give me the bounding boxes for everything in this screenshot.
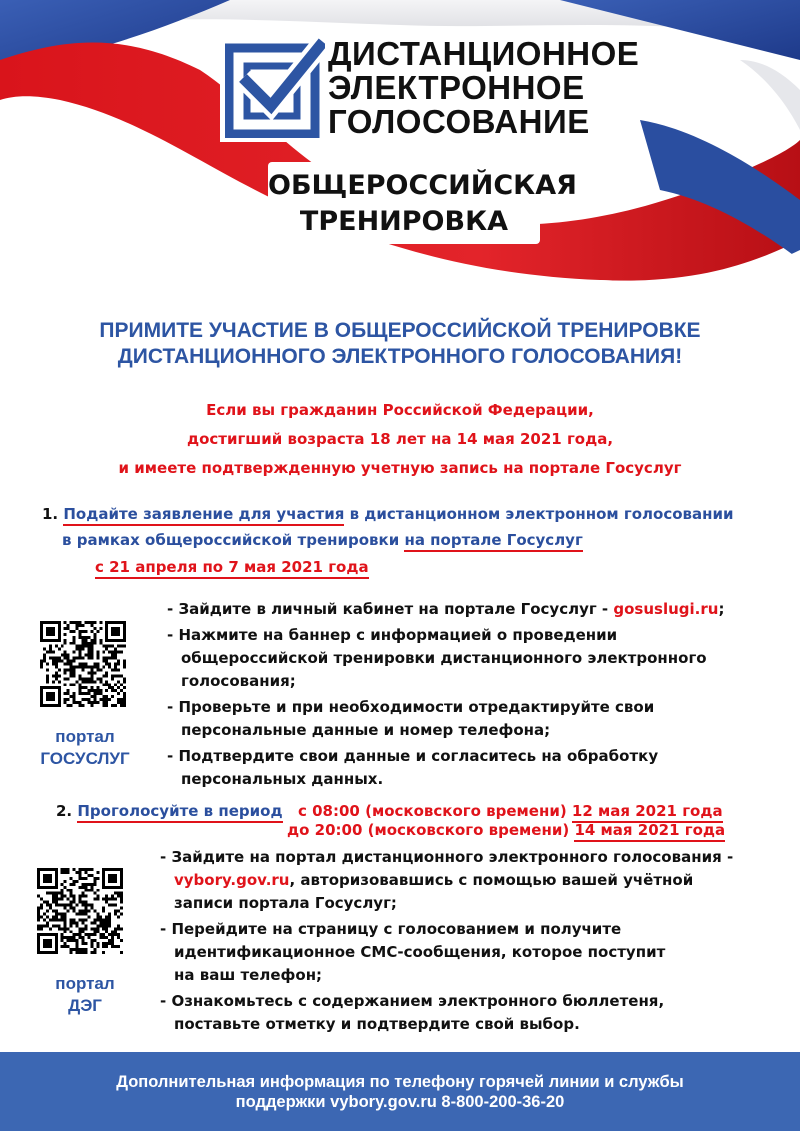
step2-item-3 [160, 990, 733, 1036]
step2-item-3-line-1: - Ознакомьтесь с содержанием электронного бюллетеня, [160, 992, 665, 1010]
step1-line-2 [62, 530, 583, 550]
step2-to-time: до 20:00 (московского времени) [287, 821, 575, 839]
eligibility-text [0, 396, 800, 483]
gosuslugi-label-line-2: ГОСУСЛУГ [40, 749, 130, 768]
step2-item-3-line-2: поставьте отметку и подтвердите свой выбор. [174, 1015, 580, 1033]
deg-portal-label [30, 973, 140, 1017]
step2-from [298, 801, 723, 821]
step1-dates [95, 557, 369, 577]
step2-from-time: с 08:00 (московского времени) [298, 802, 572, 820]
gosuslugi-qr-code[interactable] [40, 621, 126, 707]
step1-item-1 [167, 598, 724, 621]
step1-number: 1. [42, 505, 59, 523]
step2-item-1-line-1: - Зайдите на портал дистанционного электронного голосования - [160, 848, 734, 866]
eligibility-line-3: и имеете подтвержденную учетную запись на портале Госуслуг [118, 459, 682, 477]
grey-ribbon-right [740, 60, 800, 130]
training-line-1: ОБЩЕРОССИЙСКАЯ [268, 170, 577, 201]
footer-line-1: Дополнительная информация по телефону горячей линии и службы [116, 1073, 684, 1091]
step1-item-2-line-2: общероссийской тренировки дистанционного электронного [181, 649, 707, 667]
step1-text-b: в дистанционном электронном голосовании [344, 505, 734, 523]
step2-item-2-line-2: идентификационное СМС-сообщения, которое поступит [174, 943, 666, 961]
step2-item-2-line-3: на ваш телефон; [174, 966, 323, 984]
main-headline [0, 318, 800, 370]
step2-item-2-line-1: - Перейдите на страницу с голосованием и получите [160, 920, 622, 938]
gosuslugi-label-line-1: портал [55, 727, 115, 746]
footer-line-2: поддержки vybory.gov.ru 8-800-200-36-20 [235, 1093, 565, 1111]
step1-item-2-line-1: - Нажмите на баннер с информацией о проведении [167, 626, 618, 644]
step2-to-date: 14 мая 2021 года [574, 821, 725, 842]
headline-line-1: ПРИМИТЕ УЧАСТИЕ В ОБЩЕРОССИЙСКОЙ ТРЕНИРОВКЕ [99, 319, 701, 342]
step2-from-date: 12 мая 2021 года [572, 802, 723, 823]
gosuslugi-link[interactable]: gosuslugi.ru [613, 600, 719, 618]
step1-item-4 [167, 745, 724, 791]
logo-line-2: ЭЛЕКТРОННОЕ [328, 69, 585, 106]
step1-item-1-end: ; [718, 600, 725, 618]
step2-item-2 [160, 918, 733, 987]
step2-to [287, 820, 725, 840]
headline-line-2: ДИСТАНЦИОННОГО ЭЛЕКТРОННОГО ГОЛОСОВАНИЯ! [117, 345, 683, 368]
step1-item-3-line-2: персональные данные и номер телефона; [181, 721, 551, 739]
step1-item-3 [167, 696, 724, 742]
step1-item-2-line-3: голосования; [181, 672, 296, 690]
step1-portal-text: на портале Госуслуг [404, 531, 582, 552]
step1-list [167, 598, 724, 791]
training-title [268, 168, 577, 240]
step1-text-c: в рамках общероссийской тренировки [62, 531, 405, 549]
logo-line-1: ДИСТАНЦИОННОЕ [328, 35, 640, 72]
step2-line-1 [56, 801, 283, 821]
training-line-2: ТРЕНИРОВКА [299, 206, 509, 237]
footer-bar [0, 1052, 800, 1131]
deg-qr-code[interactable] [37, 868, 123, 954]
vybory-link[interactable]: vybory.gov.ru [174, 871, 290, 889]
gosuslugi-portal-label [30, 726, 140, 770]
deg-label-line-2: ДЭГ [68, 996, 102, 1015]
step2-number: 2. [56, 802, 73, 820]
logo-title [328, 37, 639, 139]
ballot-checkmark-logo-icon [225, 36, 325, 138]
eligibility-line-2: достигший возраста 18 лет на 14 мая 2021 года, [186, 430, 614, 448]
step1-item-3-line-1: - Проверьте и при необходимости отредактируйте свои [167, 698, 655, 716]
step1-apply-text: Подайте заявление для участия [63, 505, 344, 526]
step1-item-4-line-1: - Подтвердите свои данные и согласитесь на обработку [167, 747, 659, 765]
step2-list [160, 846, 733, 1036]
step2-vote-text: Проголосуйте в период [77, 802, 282, 823]
step1-dates-text: с 21 апреля по 7 мая 2021 года [95, 558, 369, 579]
step1-item-1-text: - Зайдите в личный кабинет на портале Госуслуг - [167, 600, 614, 618]
step1-item-4-line-2: персональных данных. [181, 770, 384, 788]
step2-item-1-line-2: , авторизовавшись с помощью вашей учётной [289, 871, 694, 889]
step1-line-1 [42, 504, 734, 524]
deg-label-line-1: портал [55, 974, 115, 993]
step1-item-2 [167, 624, 724, 693]
step2-item-1 [160, 846, 733, 915]
eligibility-line-1: Если вы гражданин Российской Федерации, [206, 401, 594, 419]
step2-item-1-line-3: записи портала Госуслуг; [174, 894, 397, 912]
logo-line-3: ГОЛОСОВАНИЕ [328, 103, 590, 140]
footer-text [0, 1072, 800, 1112]
